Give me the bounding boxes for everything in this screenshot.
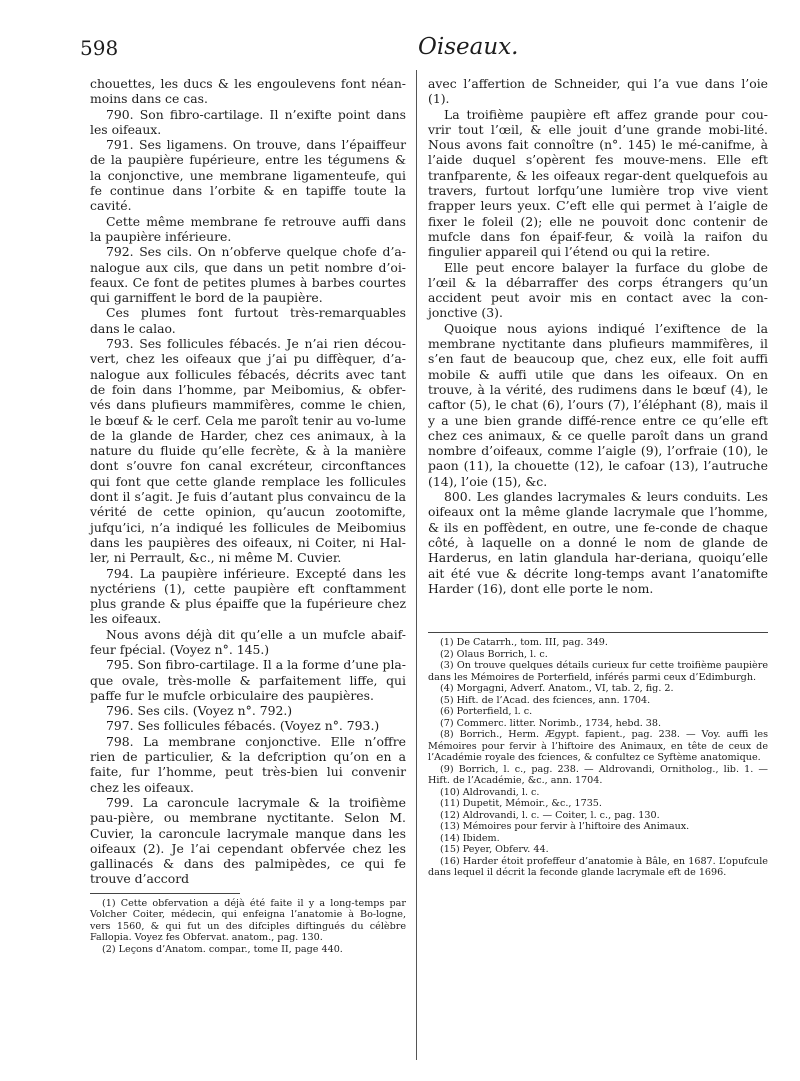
paragraph: 790. Son fibro-cartilage. Il n’exifte point dans les oifeaux. [90,106,406,137]
paragraph: 794. La paupière inférieure. Excepté dans les nyctériens (1), cette paupière eft conftamment plus grande & plus épaiffe que la fupérieure chez les oifeaux. [90,565,406,627]
footnote: (8) Borrich., Herm. Ægypt. fapient., pag. 238. — Voy. auffi les Mémoires pour fervir à l’hiftoire des Animaux, en tête de ceux de l’Académie royale des fciences, & confultez ce Syftème anatomique. [428,729,768,763]
footnote: (10) Aldrovandi, l. c. [440,786,540,798]
left-footnotes [90,893,406,956]
right-footnotes [428,632,768,879]
footnote: (2) Olaus Borrich, l. c. [440,648,548,660]
paragraph: 796. Ses cils. (Voyez n°. 792.) [106,703,293,719]
footnote: (1) De Catarrh., tom. III, pag. 349. [440,637,608,648]
footnote-rule [90,893,240,894]
footnote: (6) Porterfield, l. c. [440,706,533,717]
paragraph: 799. La caroncule lacrymale & la troifième pau-pière, ou membrane nyctitante. Selon M. Cuvier, la caroncule lacrymale manque dans les oifeaux (2). Je l’ai cependant obfervée chez les gallinacés & dans des palmipèdes, ce qui fe trouve d’accord [90,794,406,887]
page-number: 598 [80,36,119,60]
paragraph: Elle peut encore balayer la furface du globe de l’œil & la débarraffer des corps étrangers qu’un accident peut avoir mis en contact avec la con-jonctive (3). [428,259,768,321]
footnote: (1) Cette obfervation a déjà été faite il y a long-temps par Volcher Coiter, médecin, qui enfeigna l’anatomie à Bo-logne, vers 1560, & qui fut un des difciples diftingués du célèbre Fallopia. Voyez fes Obfervat. anatom., pag. 130. [90,897,406,944]
footnote: (14) Ibidem. [440,832,500,844]
paragraph: Cette même membrane fe retrouve auffi dans la paupière inférieure. [90,213,406,244]
footnote: (15) Peyer, Obferv. 44. [440,844,549,855]
footnote-rule [428,632,768,633]
footnote: (16) Harder étoit profeffeur d’anatomie à Bâle, en 1687. L’opufcule dans lequel il décrit la feconde glande lacrymale eft de 1696. [428,855,768,878]
paragraph: 798. La membrane conjonctive. Elle n’offre rien de particulier, & la defcription qu’on en a faite, fur l’homme, peut très-bien lui convenir chez les oifeaux. [90,733,406,795]
paragraph: avec l’affertion de Schneider, qui l’a vue dans l’oie (1). [428,76,768,107]
left-column [90,76,406,955]
footnote: (12) Aldrovandi, l. c. — Coiter, l. c., pag. 130. [440,809,660,821]
footnote: (2) Leçons d’Anatom. compar., tome II, page 440. [102,943,343,955]
footnote: (9) Borrich, l. c., pag. 238. — Aldrovandi, Ornitholog., lib. 1. — Hift. de l’Académie, &c., ann. 1704. [428,763,768,786]
footnote: (13) Mémoires pour fervir à l’hiftoire des Animaux. [440,821,690,832]
footnote: (11) Dupetit, Mémoir., &c., 1735. [440,798,602,809]
page-header [80,36,770,66]
paragraph: 793. Ses follicules fébacés. Je n’ai rien décou-vert, chez les oifeaux que j’ai pu diffèquer, d’a-nalogue aux follicules fébacés, décrits avec tant de foin dans l’homme, par Meibomius, & obfer-vés dans plufieurs mammifères, comme le chien, le bœuf & le cerf. Cela me paroît tenir au vo-lume de la glande de Harder, chez ces animaux, à la nature du fluide qu’elle fecrète, & à la manière dont s’ouvre fon canal excréteur, circonftances qui font que cette glande remplace les follicules dont il s’agit. Je fuis d’autant plus convaincu de la vérité de cette opinion, qu’aucun zootomifte, jufqu’ici, n’a indiqué les follicules de Meibomius dans les paupières des oifeaux, ni Coiter, ni Hal-ler, ni Perrault, &c., ni même M. Cuvier. [90,336,406,566]
footnote: (4) Morgagni, Adverf. Anatom., VI, tab. 2, fig. 2. [440,683,674,694]
right-column [428,76,768,596]
paragraph: 800. Les glandes lacrymales & leurs conduits. Les oifeaux ont la même glande lacrymale que l’homme, & ils en poffèdent, en outre, une fe-conde de chaque côté, à laquelle on a donné le nom de glande de Harderus, en latin glandula har-deriana, quoiqu’elle ait été vue & décrite long-temps avant l’anatomifte Harder (16), dont elle porte le nom. [428,489,768,596]
running-head: Oiseaux. [418,34,519,60]
paragraph: Quoique nous ayions indiqué l’exiftence de la membrane nyctitante dans plufieurs mammifères, il s’en faut de beaucoup que, chez eux, elle foit auffi mobile & auffi utile que dans les oifeaux. On en trouve, à la vérité, des rudimens dans le bœuf (4), le caftor (5), le chat (6), l’ours (7), l’éléphant (8), mais il y a une bien grande diffé-rence entre ce qu’elle eft chez ces animaux, & ce quelle paroît dans un grand nombre d’oifeaux, comme l’aigle (9), l’orfraie (10), le paon (11), la chouette (12), le cafoar (13), l’autruche (14), l’oie (15), &c. [428,320,768,489]
footnote: (5) Hift. de l’Acad. des fciences, ann. 1704. [440,694,651,706]
column-divider [416,70,417,1060]
paragraph: Nous avons déjà dit qu’elle a un mufcle abaif-feur fpécial. (Voyez n°. 145.) [90,626,406,657]
paragraph: 795. Son fibro-cartilage. Il a la forme d’une pla-que ovale, très-molle & parfaitement liffe, qui paffe fur le mufcle orbiculaire des paupières. [90,657,406,703]
footnote: (7) Commerc. litter. Norimb., 1734, hebd. 38. [440,717,662,729]
paragraph: 792. Ses cils. On n’obferve quelque chofe d’a-nalogue aux cils, que dans un petit nombre d’oi-feaux. Ce font de petites plumes à barbes courtes qui garniffent le bord de la paupière. [90,244,406,306]
paragraph: 791. Ses ligamens. On trouve, dans l’épaiffeur de la paupière fupérieure, entre les tégumens & la conjonctive, une membrane ligamenteufe, qui fe continue dans l’orbite & en tapiffe toute la cavité. [90,137,406,214]
paragraph: chouettes, les ducs & les engoulevens font néan-moins dans ce cas. [90,76,406,107]
footnote: (3) On trouve quelques détails curieux fur cette troifième paupière dans les Mémoires de Porterfield, inférés parmi ceux d’Edimburgh. [428,660,768,683]
paragraph: Ces plumes font furtout très-remarquables dans le calao. [90,305,406,336]
paragraph: 797. Ses follicules fébacés. (Voyez n°. 793.) [106,718,380,734]
paragraph: La troifième paupière eft affez grande pour cou-vrir tout l’œil, & elle jouit d’une grande mobi-lité. Nous avons fait connoître (n°. 145) le mé-canifme, à l’aide duquel s’opèrent fes mouve-mens. Elle eft tranfparente, & les oifeaux regar-dent quelquefois au travers, furtout lorfqu’une lumière trop vive vient frapper leurs yeux. C’eft elle qui permet à l’aigle de fixer le foleil (2); elle ne pouvoit donc contenir de mufcle dans fon épaif-feur, & voilà la raifon du fingulier appareil qui l’étend ou qui la retire. [428,106,768,260]
